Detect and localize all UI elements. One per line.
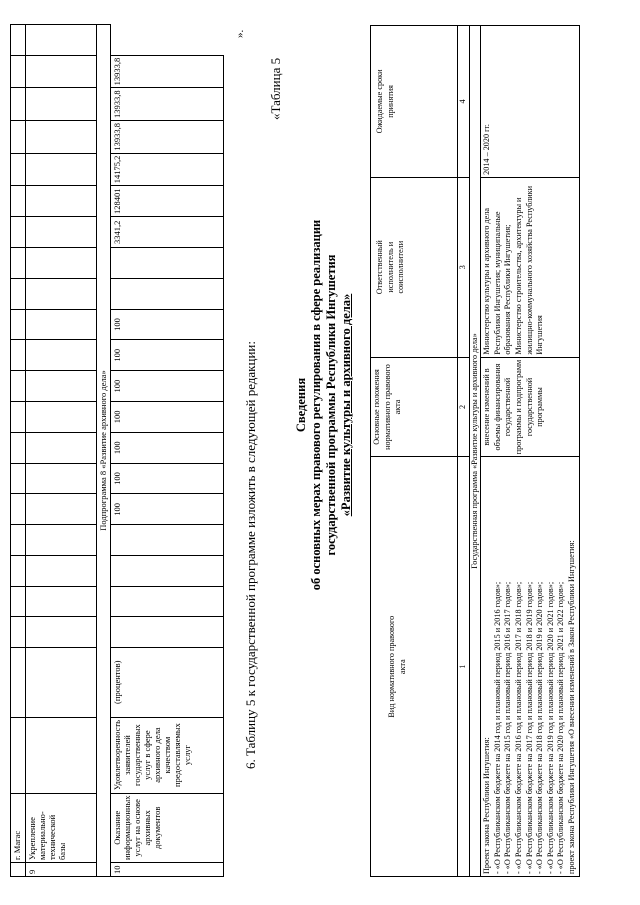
term-cell: 2014 – 2020 гг. [481,26,579,178]
act-line: проект закона Республики Ингушетия «О внесении изменений в Закон Республики Ингушетия: [566,540,576,874]
section-heading [294,105,354,705]
amendment-paragraph: 6. Таблицу 5 к государственной программе изложить в следующей редакции: [243,341,258,769]
column-header: Основные положения нормативного правового акта [371,357,458,457]
legal-measures-table [370,25,580,877]
row10-event: Оказание информационных услуг на основе архивных документов [111,793,224,862]
column-header: Ответственный исполнитель и соисполнители [371,177,458,357]
column-header: Вид нормативного правового акта [371,457,458,877]
table-row [26,25,97,877]
row10-value: 100 [111,371,224,402]
table-row [11,25,26,877]
row9-event: Укрепление материально-технической базы [26,793,97,862]
act-line: - «О Республиканском бюджете на 2014 год и плановый период 2015 и 2016 годов»; [492,581,502,874]
heading-title: Сведения [294,377,308,433]
indicators-table [10,24,224,877]
act-line: - «О Республиканском бюджете на 2016 год и плановый период 2017 и 2018 годов»; [513,581,523,874]
row10-indicator: Удовлетворенность заявителей государственных услуг в сфере архивного дела качеством предоставляемых услуг [111,717,224,793]
act-line: - «О Республиканском бюджете на 2015 год и плановый период 2016 и 2017 годов»; [503,581,513,874]
table-header-row [371,26,458,877]
heading-line: об основных мерах правового регулирования в сфере реализации [309,219,323,591]
row10-funding: 13933,8 [111,88,224,121]
row10-funding: 128401 [111,186,224,217]
column-number: 1 [458,457,470,877]
row10-value: 100 [111,494,224,525]
row9-city: г. Магас [11,793,26,862]
heading-program-name: «Развитие культуры и архивного дела» [339,293,353,517]
act-line: - «О Республиканском бюджете на 2018 год и плановый период 2019 и 2020 годов»; [535,581,545,874]
act-type-cell [481,457,579,877]
row10-value: 100 [111,432,224,463]
section-row [469,26,481,877]
closing-quote-mark: ». [234,29,246,38]
column-header: Ожидаемые сроки принятия [371,26,458,178]
row10-funding: 13933,8 [111,55,224,88]
executor-cell: Министерство культуры и архивного дела Республики Ингушетия; муниципальные образования Республики Ингушетия; Министерство строительства, архитектуры и жилищно-коммунального хозяйства Республики Ингушетия [481,177,579,357]
act-line: - «О Республиканском бюджете на 2019 год и плановый период 2020 и 2021 годов»; [545,581,555,874]
provision-cell: внесение изменений в объемы финансирования государственной программы и подпрограмм государственной программы [481,357,579,457]
row10-funding: 3341,2 [111,217,224,248]
column-number: 4 [458,26,470,178]
row10-funding: 13933,8 [111,121,224,154]
act-line: - «О Республиканском бюджете на 2020 год и плановый период 2021 и 2022 годов»; [556,581,566,874]
row10-number: 10 [111,863,224,877]
act-line: - «О Республиканском бюджете на 2017 год и плановый период 2018 и 2019 годов»; [524,581,534,874]
column-numbers-row [458,26,470,877]
table-row [481,26,579,877]
section-title: Государственная программа «Развитие культуры и архивного дела» [469,26,481,877]
act-line: Проект закона Республики Ингушетия: [482,737,492,874]
row9-number: 9 [26,863,97,877]
column-number: 2 [458,357,470,457]
column-number: 3 [458,177,470,357]
subprogram-row [97,25,111,877]
row10-value: 100 [111,309,224,340]
subprogram-title: Подпрограмма 8 «Развитие архивного дела» [97,25,111,877]
table-label: «Таблица 5 [268,57,283,120]
row10-value: 100 [111,463,224,494]
heading-line: государственной программы Республики Ингушетия [324,254,338,556]
row10-value: 100 [111,401,224,432]
row10-funding: 14175,2 [111,153,224,186]
row10-value: 100 [111,340,224,371]
table-row [111,25,224,877]
row10-unit: (процентов) [111,647,224,717]
